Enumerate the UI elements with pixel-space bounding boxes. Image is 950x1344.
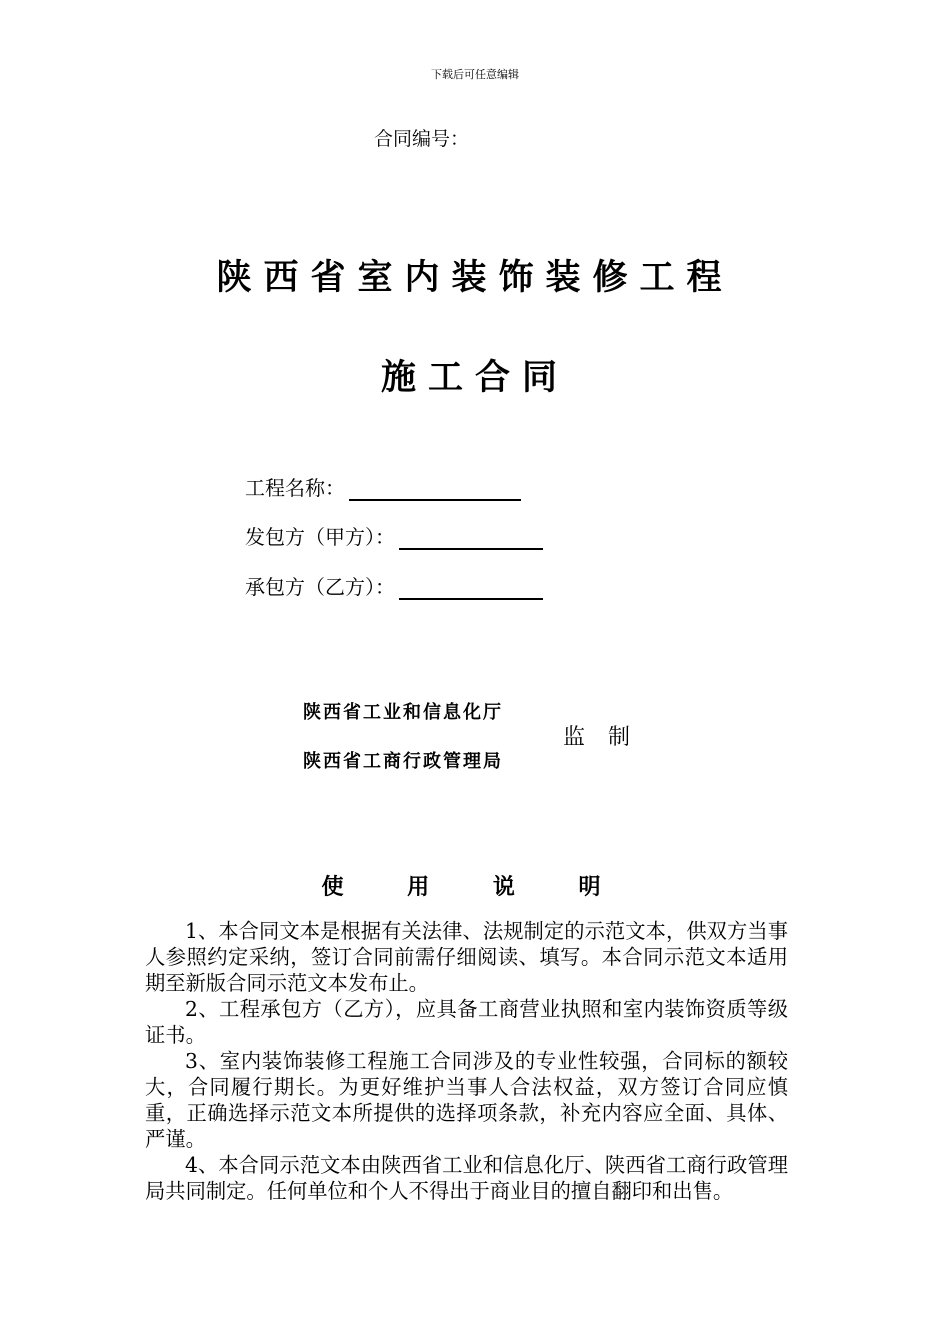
- document-subtitle: 施工合同: [380, 357, 569, 398]
- supervisor-org-2: 陕西省工商行政管理局: [303, 751, 503, 772]
- party-a-blank: [399, 526, 543, 550]
- header-note: 下载后可任意编辑: [431, 68, 519, 81]
- instructions-body: [145, 918, 788, 1204]
- project-name-blank: [349, 477, 521, 501]
- instruction-paragraph-4: 4、本合同示范文本由陕西省工业和信息化厅、陕西省工商行政管理局共同制定。任何单位和个人不得出于商业目的擅自翻印和出售。: [145, 1153, 788, 1203]
- party-b-blank: [399, 576, 543, 600]
- document-title: 陕西省室内装饰装修工程: [216, 257, 734, 298]
- instruction-paragraph-1: 1、本合同文本是根据有关法律、法规制定的示范文本，供双方当事人参照约定采纳，签订合同前需仔细阅读、填写。本合同示范文本适用期至新版合同示范文本发布止。: [145, 919, 788, 995]
- contract-number-label: 合同编号：: [374, 128, 470, 150]
- party-b-field: [245, 571, 543, 600]
- party-b-label: 承包方（乙方）：: [245, 575, 395, 599]
- party-a-label: 发包方（甲方）：: [245, 525, 395, 549]
- project-name-label: 工程名称：: [245, 476, 345, 500]
- supervise-label: 监 制: [563, 725, 638, 750]
- instruction-paragraph-3: 3、室内装饰装修工程施工合同涉及的专业性较强，合同标的额较大，合同履行期长。为更好维护当事人合法权益，双方签订合同应慎重，正确选择示范文本所提供的选择项条款，补充内容应全面、具体、严谨。: [145, 1049, 788, 1151]
- party-a-field: [245, 521, 543, 550]
- project-name-field: [245, 472, 521, 501]
- supervisor-org-1: 陕西省工业和信息化厅: [303, 702, 503, 723]
- instruction-paragraph-2: 2、工程承包方（乙方），应具备工商营业执照和室内装饰资质等级证书。: [145, 997, 788, 1047]
- instructions-title: 使 用 说 明: [321, 874, 629, 900]
